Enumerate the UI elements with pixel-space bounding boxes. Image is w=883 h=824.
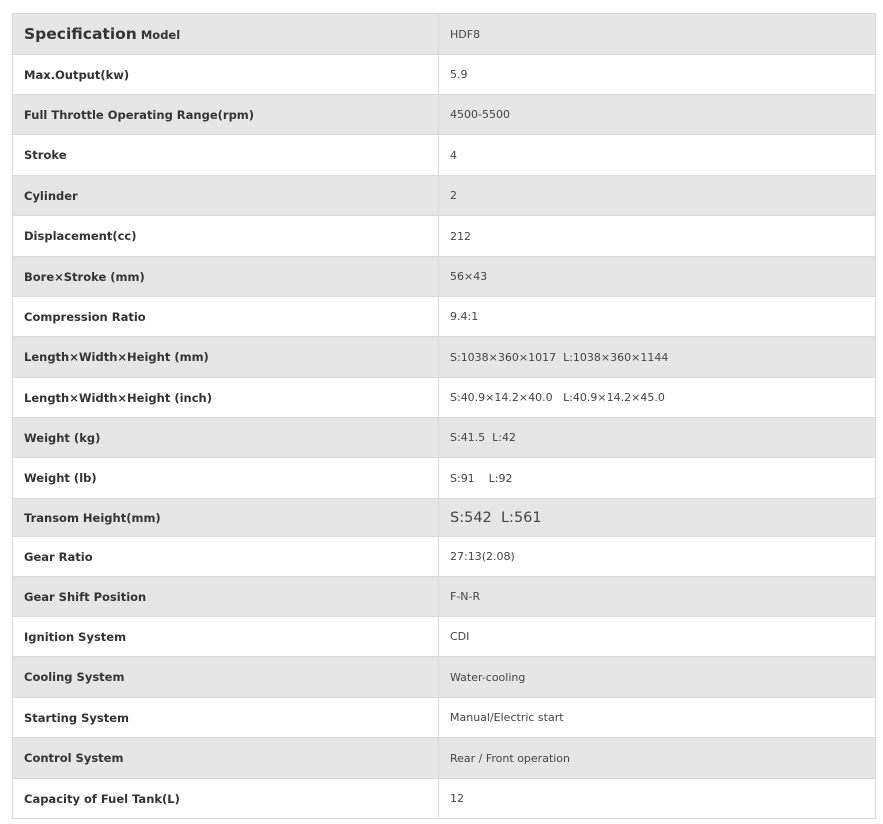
spec-label: Compression Ratio: [13, 297, 439, 337]
spec-label: Transom Height(mm): [13, 499, 439, 537]
spec-row-max-output: [13, 55, 876, 95]
spec-value: 12: [439, 779, 876, 819]
spec-row-gear-shift: [13, 577, 876, 617]
spec-label: Gear Ratio: [13, 537, 439, 577]
spec-value: 212: [439, 216, 876, 257]
spec-row-operating-range: [13, 95, 876, 135]
spec-row-weight-lb: [13, 458, 876, 499]
spec-value: S:91 L:92: [439, 458, 876, 499]
spec-header-value: HDF8: [439, 14, 876, 55]
spec-row-dimensions-mm: [13, 337, 876, 378]
spec-header-label-cell: [13, 14, 439, 55]
spec-value: 27:13(2.08): [439, 537, 876, 577]
spec-value: Water-cooling: [439, 657, 876, 698]
spec-value: 4500-5500: [439, 95, 876, 135]
spec-row-control: [13, 738, 876, 779]
spec-row-weight-kg: [13, 418, 876, 458]
spec-label: Bore×Stroke (mm): [13, 257, 439, 297]
spec-row-compression-ratio: [13, 297, 876, 337]
spec-label: Weight (lb): [13, 458, 439, 499]
spec-value: Rear / Front operation: [439, 738, 876, 779]
spec-value: S:1038×360×1017 L:1038×360×1144: [439, 337, 876, 378]
spec-header-row: [13, 14, 876, 55]
spec-label: Control System: [13, 738, 439, 779]
spec-value: 56×43: [439, 257, 876, 297]
spec-header-label: Specification: [24, 25, 137, 43]
spec-label: Stroke: [13, 135, 439, 176]
spec-row-transom-height: [13, 499, 876, 537]
spec-label: Cooling System: [13, 657, 439, 698]
spec-header-suffix: Model: [140, 28, 181, 42]
spec-label: Gear Shift Position: [13, 577, 439, 617]
spec-label: Starting System: [13, 698, 439, 738]
spec-value: 5.9: [439, 55, 876, 95]
specification-table: [12, 13, 876, 819]
spec-row-stroke: [13, 135, 876, 176]
spec-row-displacement: [13, 216, 876, 257]
spec-value: S:40.9×14.2×40.0 L:40.9×14.2×45.0: [439, 378, 876, 418]
spec-label: Displacement(cc): [13, 216, 439, 257]
spec-label: Full Throttle Operating Range(rpm): [13, 95, 439, 135]
spec-row-cylinder: [13, 176, 876, 216]
spec-row-cooling: [13, 657, 876, 698]
spec-label: Ignition System: [13, 617, 439, 657]
spec-row-fuel-tank: [13, 779, 876, 819]
spec-value: CDI: [439, 617, 876, 657]
spec-label: Cylinder: [13, 176, 439, 216]
spec-label: Length×Width×Height (mm): [13, 337, 439, 378]
spec-label: Weight (kg): [13, 418, 439, 458]
spec-value: 9.4:1: [439, 297, 876, 337]
spec-value: S:41.5 L:42: [439, 418, 876, 458]
spec-row-gear-ratio: [13, 537, 876, 577]
spec-value: Manual/Electric start: [439, 698, 876, 738]
spec-value: 2: [439, 176, 876, 216]
spec-value: S:542 L:561: [439, 499, 876, 537]
spec-label: Length×Width×Height (inch): [13, 378, 439, 418]
spec-row-dimensions-inch: [13, 378, 876, 418]
spec-label: Capacity of Fuel Tank(L): [13, 779, 439, 819]
spec-row-ignition: [13, 617, 876, 657]
spec-value: 4: [439, 135, 876, 176]
spec-value: F-N-R: [439, 577, 876, 617]
spec-row-starting: [13, 698, 876, 738]
spec-row-bore-stroke: [13, 257, 876, 297]
spec-label: Max.Output(kw): [13, 55, 439, 95]
